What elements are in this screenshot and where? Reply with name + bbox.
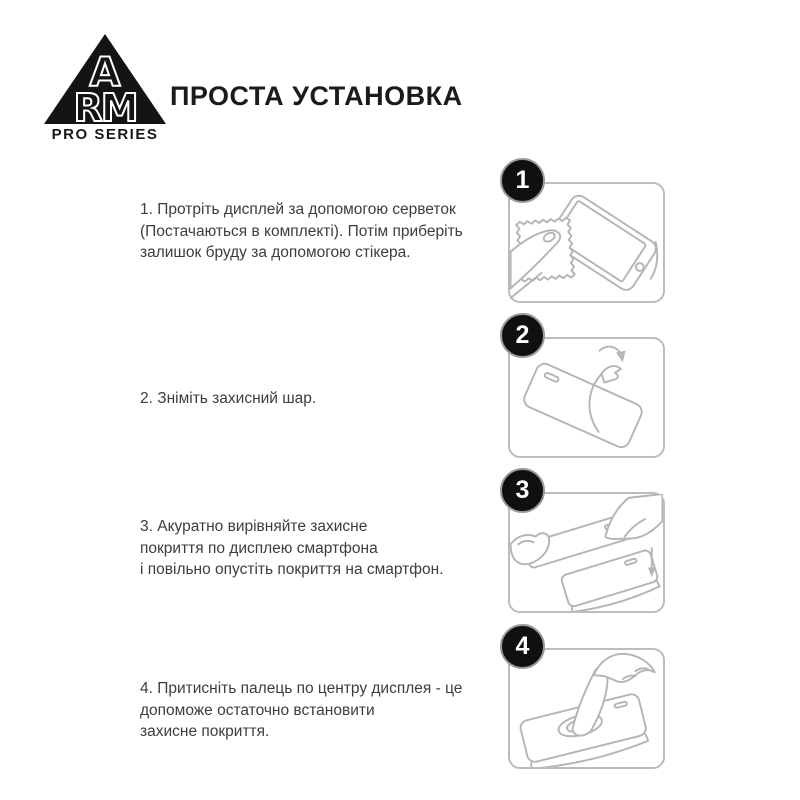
step-1-line-2: (Постачаються в комплекті). Потім приберіть [140, 222, 463, 240]
peel-protective-layer-illustration [510, 339, 663, 456]
step-3-line-3: і повільно опустіть покриття на смартфон. [140, 561, 444, 578]
step-1-number: 1 [515, 166, 530, 194]
press-center-of-display-illustration [510, 650, 663, 767]
step-3-number-badge [500, 468, 545, 513]
logo-subtitle: PRO SERIES [51, 126, 159, 143]
logo-letter-a: A [89, 50, 121, 96]
step-4-instructions [140, 678, 520, 743]
step-1-line-1: 1. Протріть дисплей за допомогою серветок [140, 201, 456, 218]
step-2-line-1: 2. Зніміть захисний шар. [140, 390, 317, 407]
arm-pro-series-logo [40, 33, 170, 143]
step-4-line-3: захисне покриття. [140, 723, 270, 740]
step-4-line-1: 4. Притисніть палець по центру дисплея - це [140, 680, 463, 697]
step-4-number-badge [500, 624, 545, 669]
step-2-number-badge [500, 313, 545, 358]
step-3-line-1: 3. Акуратно вирівняйте захисне [140, 518, 368, 535]
step-2-instructions [140, 388, 520, 410]
align-and-lower-protector-illustration [510, 494, 663, 611]
wipe-screen-illustration [510, 184, 663, 301]
step-2-number: 2 [515, 321, 530, 349]
arm-logo-triangle-icon [42, 33, 168, 125]
step-3-line-2: покриття по дисплею смартфона [140, 539, 378, 557]
step-4-line-2: допоможе остаточно встановити [140, 701, 375, 719]
page-title: ПРОСТА УСТАНОВКА [170, 81, 463, 111]
step-4-number: 4 [515, 632, 530, 660]
step-1-number-badge [500, 158, 545, 203]
step-3-number: 3 [515, 476, 530, 504]
logo-letters-rm: RM [73, 86, 137, 125]
step-1-instructions [140, 199, 520, 264]
step-3-instructions [140, 516, 520, 581]
step-1-line-3: залишок бруду за допомогою стікера. [140, 244, 411, 261]
